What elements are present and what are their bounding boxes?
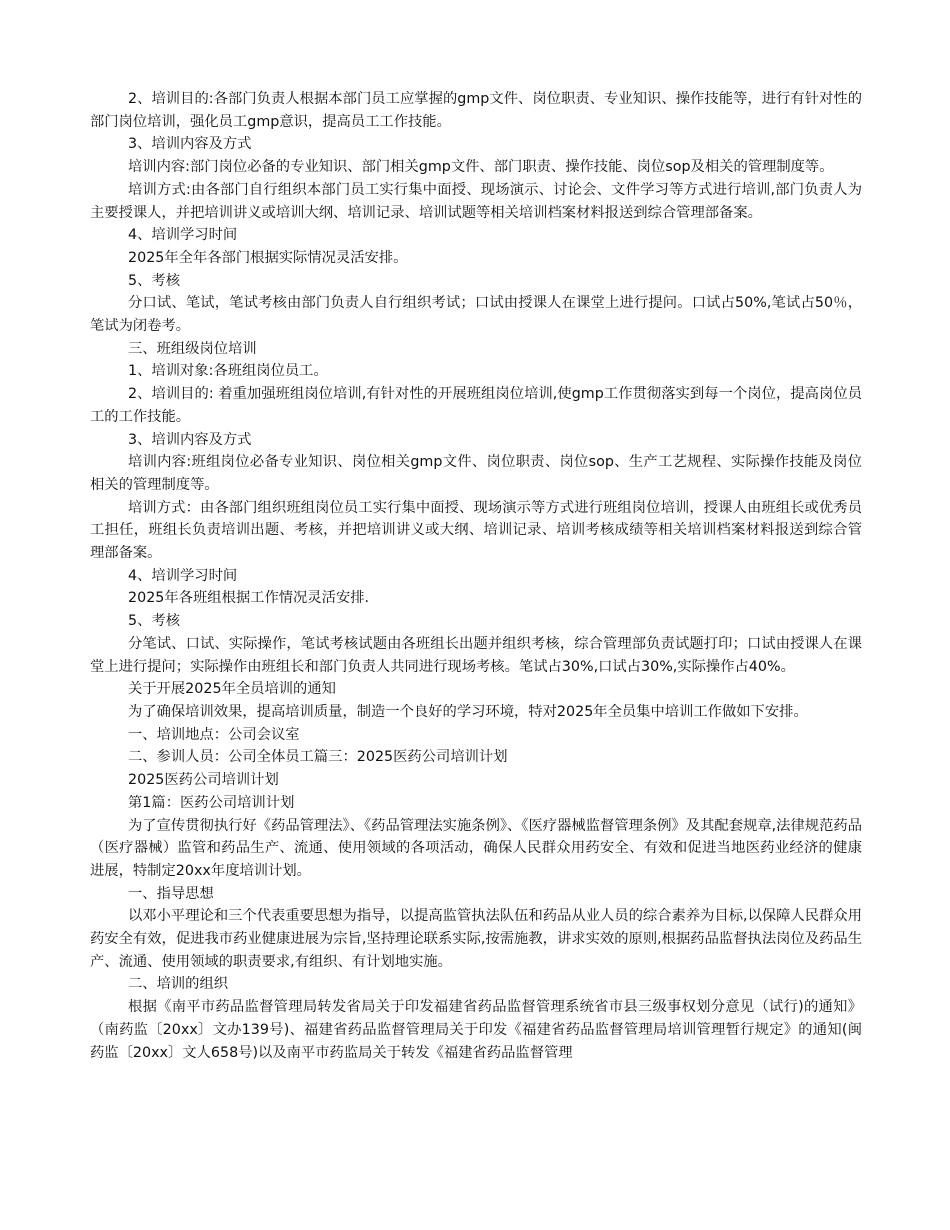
section-heading: 三、班组级岗位培训: [128, 340, 257, 357]
paragraph: 2、培训目的:各部门负责人根据本部门员工应掌握的gmp文件、岗位职责、专业知识、操作技能等，进行有针对性的部门岗位培训，强化员工gmp意识，提高员工工作技能。: [90, 91, 862, 130]
notice-title: 关于开展2025年全员培训的通知: [128, 681, 336, 698]
section-heading: 5、考核: [128, 613, 180, 630]
section-heading: 5、考核: [128, 272, 180, 289]
paragraph: 为了宣传贯彻执行好《药品管理法》、《药品管理法实施条例》、《医疗器械监督管理条例》及其配套规章,法律规范药品（医疗器械）监管和药品生产、流通、使用领域的各项活动，确保人民群众用药安全、有效和促进当地医药业经济的健康进展，特制定20xx年度培训计划。: [90, 817, 862, 879]
paragraph: 一、培训地点：公司会议室: [128, 726, 300, 743]
section-heading: 3、培训内容及方式: [128, 431, 252, 448]
chapter-heading: 第1篇：医药公司培训计划: [128, 794, 295, 811]
paragraph: 分笔试、口试、实际操作，笔试考核试题由各班组长出题并组织考核，综合管理部负责试题打印；口试由授课人在课堂上进行提问；实际操作由班组长和部门负责人共同进行现场考核。笔试占30%,口试占30%,实际操作占40%。: [90, 635, 862, 675]
paragraph: 培训内容:部门岗位必备的专业知识、部门相关gmp文件、部门职责、操作技能、岗位sop及相关的管理制度等。: [128, 159, 834, 176]
paragraph: 二、参训人员：公司全体员工篇三：2025医药公司培训计划: [128, 749, 508, 766]
section-heading: 4、培训学习时间: [128, 567, 238, 584]
paragraph: 培训内容:班组岗位必备专业知识、岗位相关gmp文件、岗位职责、岗位sop、生产工艺规程、实际操作技能及岗位相关的管理制度等。: [90, 454, 862, 493]
section-heading: 4、培训学习时间: [128, 227, 238, 244]
paragraph: 分口试、笔试，笔试考核由部门负责人自行组织考试；口试由授课人在课堂上进行提问。口试占50%,笔试占50％，笔试为闭卷考。: [90, 295, 862, 335]
paragraph: 培训方式：由各部门组织班组岗位员工实行集中面授、现场演示等方式进行班组岗位培训，授课人由班组长或优秀员工担任，班组长负责培训出题、考核，并把培训讲义或大纲、培训记录、培训考核成绩等相关培训档案材料报送到综合管理部备案。: [90, 499, 862, 562]
paragraph: 根据《南平市药品监督管理局转发省局关于印发福建省药品监督管理系统省市县三级事权划分意见（试行)的通知》（南药监〔20xx〕文办139号)、福建省药品监督管理局关于印发《福建省药品监督管理局培训管理暂行规定》的通知(闽药监〔20xx〕文人658号)以及南平市药监局关于转发《福建省药品监督管理: [90, 999, 862, 1061]
paragraph: 培训方式:由各部门自行组织本部门员工实行集中面授、现场演示、讨论会、文件学习等方式进行培训,部门负责人为主要授课人，并把培训讲义或培训大纲、培训记录、培训试题等相关培训档案材料报送到综合管理部备案。: [90, 181, 862, 221]
paragraph: 以邓小平理论和三个代表重要思想为指导，以提高监管执法队伍和药品从业人员的综合素养为目标,以保障人民群众用药安全有效，促进我市药业健康进展为宗旨,坚持理论联系实际,按需施教，讲求实效的原则,根据药品监督执法岗位及药品生产、流通、使用领域的职责要求,有组织、有计划地实施。: [90, 908, 862, 970]
section-heading: 3、培训内容及方式: [128, 136, 252, 153]
paragraph: 2025年各班组根据工作情况灵活安排.: [128, 590, 370, 607]
paragraph: 2、培训目的: 着重加强班组岗位培训,有针对性的开展班组岗位培训,使gmp工作贯彻落实到每一个岗位，提高岗位员工的工作技能。: [90, 386, 862, 425]
paragraph: 1、培训对象:各班组岗位员工。: [128, 363, 328, 380]
paragraph: 2025年全年各部门根据实际情况灵活安排。: [128, 249, 408, 266]
paragraph: 为了确保培训效果，提高培训质量，制造一个良好的学习环境，特对2025年全员集中培训工作做如下安排。: [128, 703, 808, 720]
document-page: [90, 88, 862, 1064]
section-heading: 二、培训的组织: [128, 976, 229, 993]
section-heading: 一、指导思想: [128, 885, 214, 902]
document-title: 2025医药公司培训计划: [128, 772, 279, 789]
